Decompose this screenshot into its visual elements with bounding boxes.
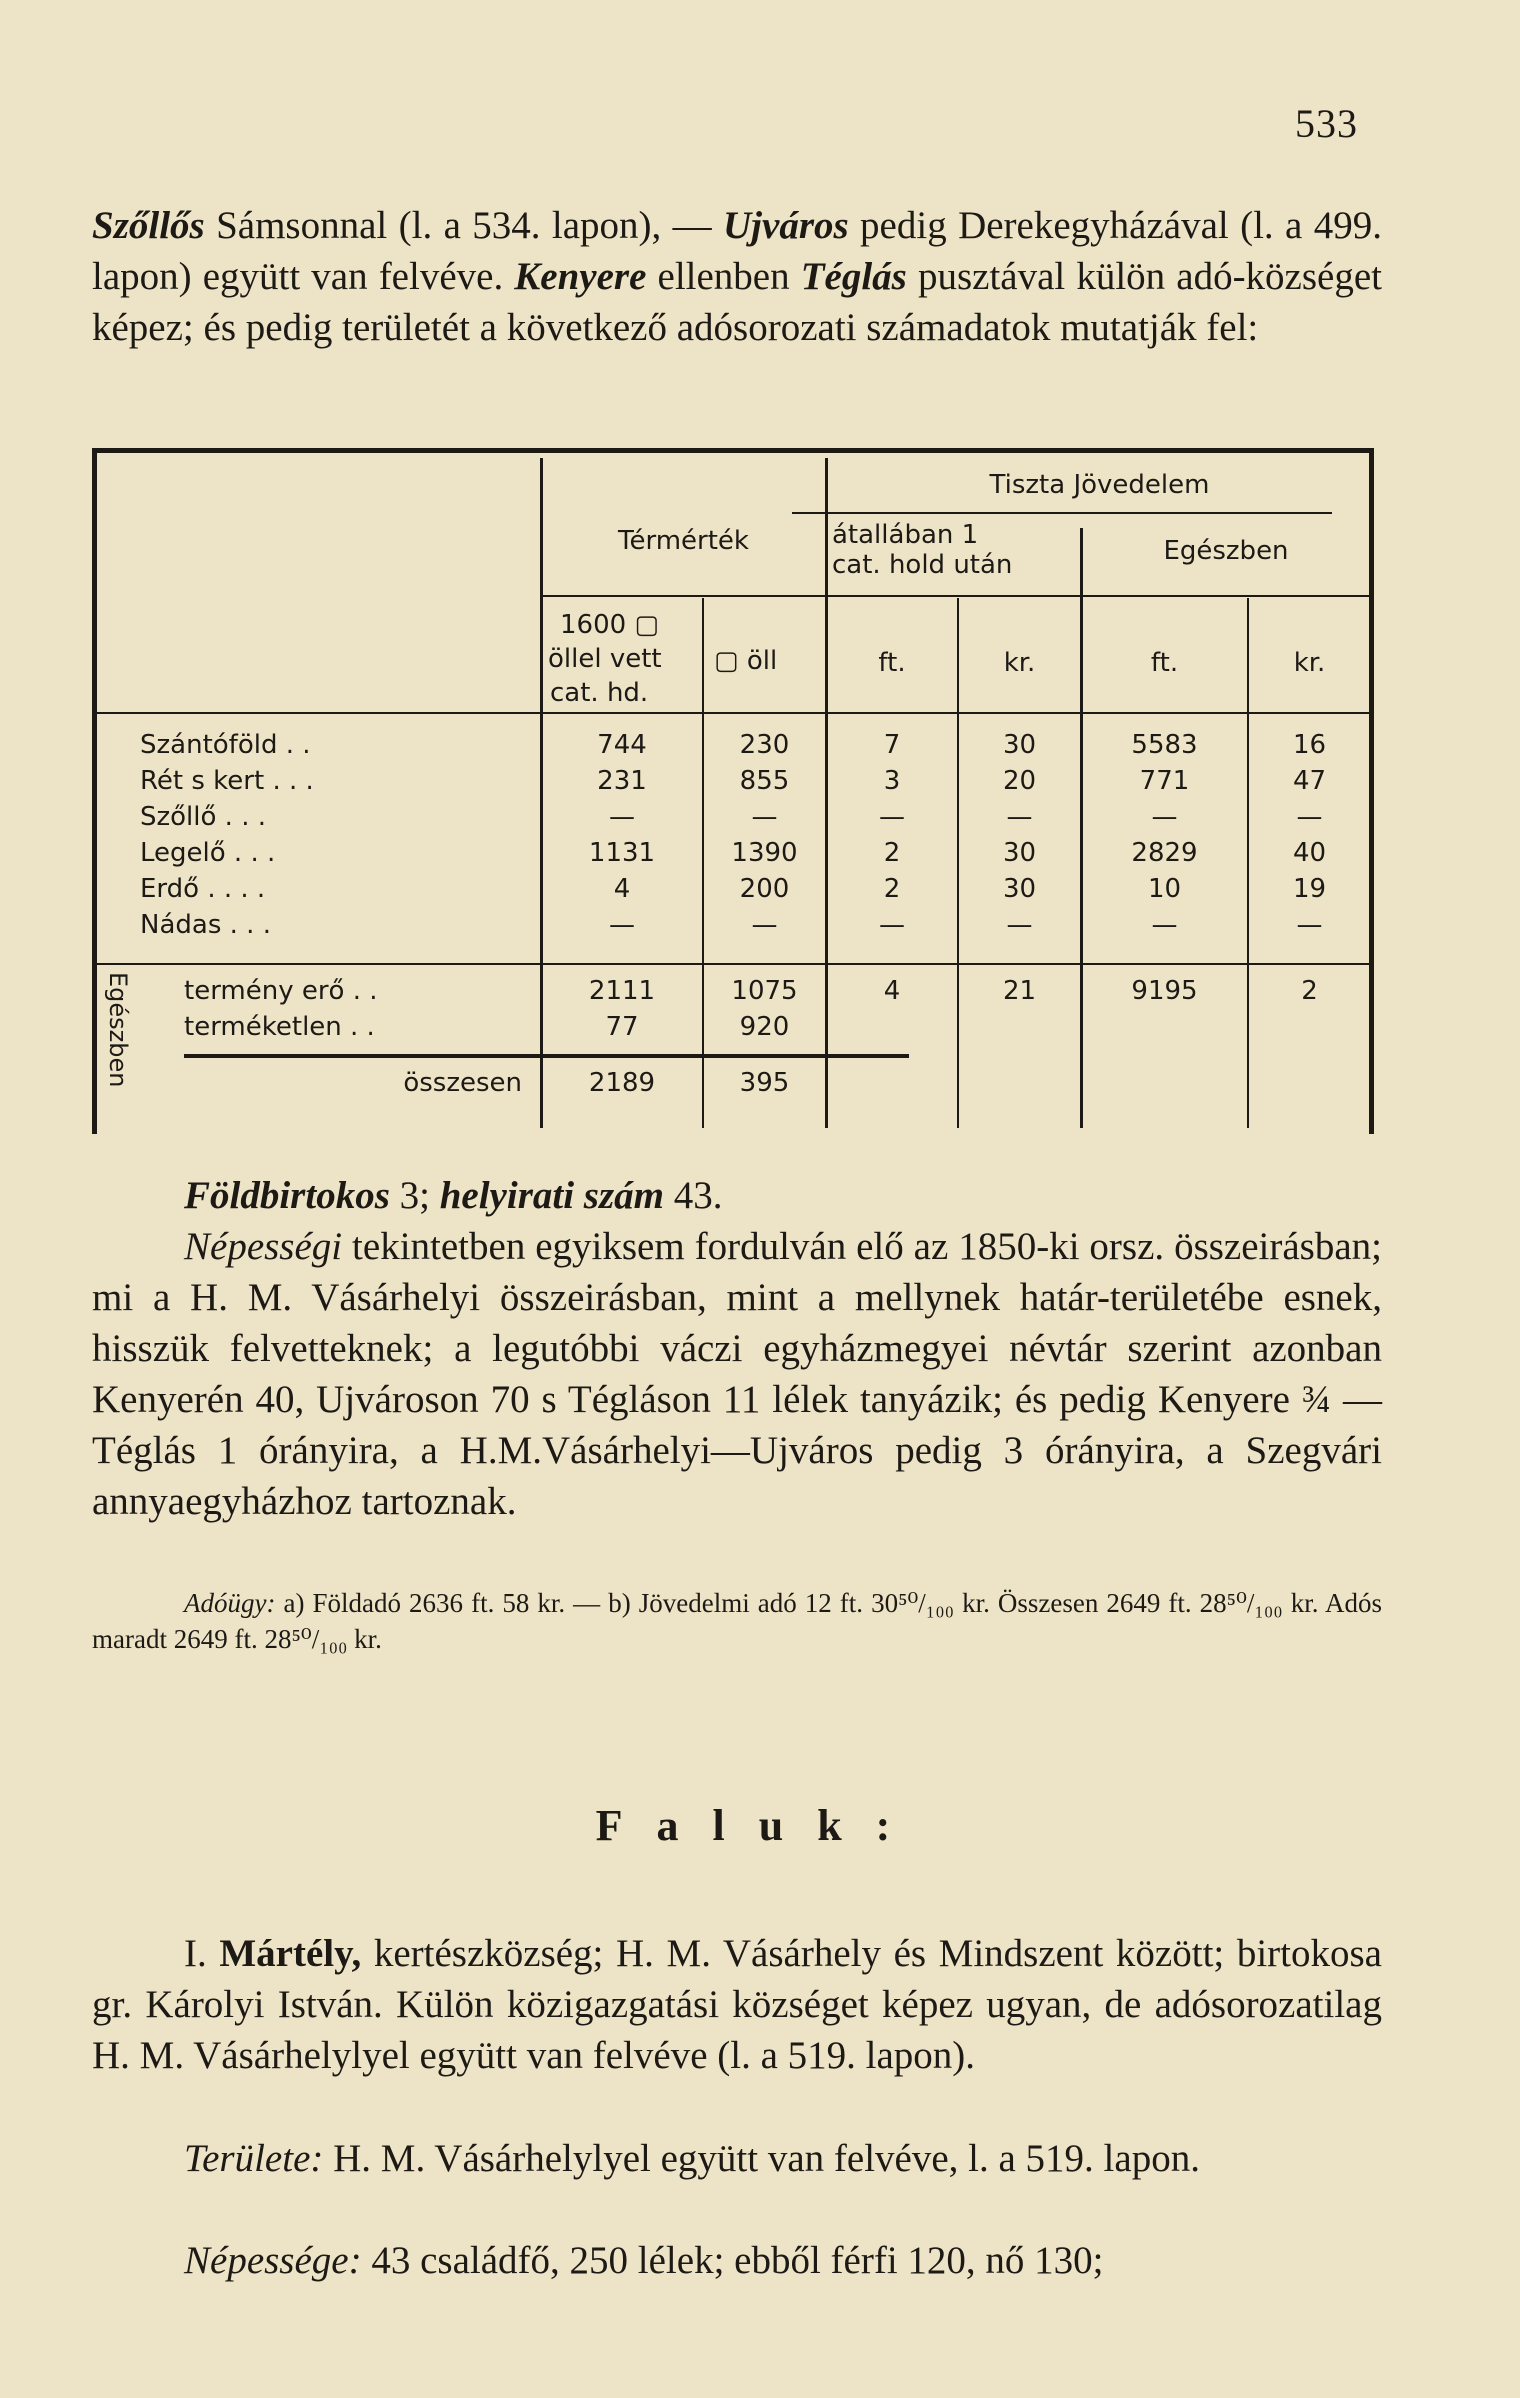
- table-cell: 19: [1292, 874, 1327, 904]
- table-cell: 5583: [1131, 730, 1198, 760]
- table-cell: 744: [597, 730, 647, 760]
- note-adougy: [92, 1585, 1382, 1657]
- label-adougy: Adóügy:: [184, 1588, 276, 1618]
- table-cell: —: [609, 910, 635, 940]
- header-tiszta-jovedelem: Tiszta Jövedelem: [989, 470, 1210, 500]
- table-cell: 47: [1292, 766, 1327, 796]
- table-cell: —: [751, 910, 778, 940]
- header-atallaban: átallában 1: [832, 520, 979, 550]
- intro-text-1: Sámsonnal (l. a 534. lapon), —: [204, 204, 724, 247]
- summary-ft-2: 9195: [1131, 976, 1198, 1006]
- table-cell: 2829: [1131, 838, 1198, 868]
- table-cell: —: [879, 910, 905, 940]
- paragraph-foldbirtokos: [92, 1170, 1382, 1221]
- place-ujvaros: Ujváros: [723, 204, 849, 247]
- summary-ft-1: 4: [883, 976, 901, 1006]
- summary-cell: 920: [739, 1012, 790, 1042]
- table-cell: —: [1296, 802, 1323, 832]
- label-foldbirtokos: Földbirtokos: [184, 1174, 390, 1217]
- intro-paragraph: [92, 200, 1382, 353]
- table-cell: 30: [1002, 838, 1037, 868]
- text-foldbirtokos: 3;: [389, 1174, 440, 1217]
- header-cat-hd: cat. hd.: [550, 678, 649, 708]
- table-cell: 30: [1002, 874, 1037, 904]
- label-nepessege: Népessége:: [184, 2239, 362, 2282]
- table-cell: —: [1151, 910, 1178, 940]
- place-kenyere: Kenyere: [514, 255, 647, 298]
- table-row-label: Rét s kert . . .: [140, 766, 314, 796]
- summary-cell: 1075: [731, 976, 798, 1006]
- text-adougy: a) Földadó 2636 ft. 58 kr. — b) Jövedelmi adó 12 ft. 30⁵⁰/₁₀₀ kr. Összesen 2649 ft. 28⁵⁰/₁₀₀ kr. Adós maradt 2649 ft. 28⁵⁰/₁₀₀ kr.: [92, 1588, 1382, 1654]
- paragraph-nepessege: [92, 2235, 1382, 2286]
- header-cat-hold: cat. hold után: [832, 550, 1013, 580]
- tax-table: [92, 448, 1374, 1134]
- table-cell: 20: [1002, 766, 1037, 796]
- table-cell: 1390: [731, 838, 798, 868]
- total-c2: 395: [739, 1068, 790, 1098]
- header-kr-1: kr.: [1003, 648, 1036, 678]
- total-c1: 2189: [588, 1068, 656, 1098]
- table-cell: —: [751, 802, 778, 832]
- table-row-label: Szőllő . . .: [140, 802, 267, 832]
- table-cell: 16: [1292, 730, 1327, 760]
- village-name: Mártély,: [219, 1932, 362, 1975]
- table-cell: 771: [1139, 766, 1190, 796]
- text-helyirati: 43.: [664, 1174, 723, 1217]
- intro-text-2: pedig Derekegyházával (l. a 499. lapon) együtt van felvéve.: [92, 204, 1382, 298]
- total-label: összesen: [403, 1068, 522, 1098]
- table-cell: —: [609, 802, 635, 832]
- table-cell: 1131: [588, 838, 656, 868]
- side-label-egeszben: Egészben: [104, 972, 132, 1088]
- table-cell: 30: [1002, 730, 1037, 760]
- table-row-label: Nádas . . .: [140, 910, 271, 940]
- summary-kr-2: 2: [1301, 976, 1318, 1006]
- table-cell: 7: [883, 730, 901, 760]
- page-number: 533: [1295, 101, 1358, 146]
- table-row-label: Erdő . . . .: [140, 874, 266, 904]
- table-cell: 4: [613, 874, 631, 904]
- label-terulete: Területe:: [184, 2137, 324, 2180]
- text-nepessegi: tekintetben egyiksem fordulván elő az 1850-ki orsz. összeirásban; mi a H. M. Vásárhelyi összeirásban, mint a mellynek határ-területébe esnek, hisszük felvetteknek; a legutóbbi váczi egyházmegyei névtár szerint azonban Kenyerén 40, Ujvároson 70 s Tégláson 11 lélek tanyázik; és pedig Kenyere ¾ — Téglás 1 órányira, a H.M.Vásárhelyi—Ujváros pedig 3 órányira, a Szegvári annyaegyházhoz tartoznak.: [92, 1225, 1382, 1523]
- heading-faluk: Faluk:: [595, 1801, 925, 1850]
- table-cell: —: [879, 802, 905, 832]
- table-cell: 10: [1147, 874, 1182, 904]
- table-cell: 200: [739, 874, 790, 904]
- header-egeszben: Egészben: [1163, 536, 1289, 566]
- intro-text-4: pusztával külön adó-községet képez; és pedig területét a következő adósorozati számadatok mutatják fel:: [92, 255, 1382, 349]
- village-number: I.: [184, 1932, 220, 1975]
- summary-cell: 2111: [588, 976, 656, 1006]
- table-cell: 2: [883, 874, 901, 904]
- header-oll: ▢ öll: [714, 646, 778, 676]
- paragraph-martely: [92, 1928, 1382, 2081]
- summary-row-label: terméketlen . .: [184, 1012, 375, 1042]
- place-szollos: Szőllős: [92, 204, 205, 247]
- text-nepessege: 43 családfő, 250 lélek; ebből férfi 120, nő 130;: [361, 2239, 1104, 2282]
- table-cell: 40: [1292, 838, 1327, 868]
- paragraph-nepessegi: [92, 1221, 1382, 1527]
- table-cell: 230: [739, 730, 790, 760]
- table-cell: —: [1006, 802, 1033, 832]
- table-row-label: Szántóföld . .: [140, 730, 311, 760]
- header-kr-2: kr.: [1293, 648, 1326, 678]
- table-cell: —: [1151, 802, 1178, 832]
- table-cell: 3: [883, 766, 901, 796]
- summary-cell: 77: [605, 1012, 639, 1042]
- header-1600: 1600 ▢: [560, 610, 659, 640]
- header-termertek: Térmérték: [618, 526, 749, 556]
- table-cell: —: [1006, 910, 1033, 940]
- place-teglas: Téglás: [800, 255, 907, 298]
- label-helyirati: helyirati szám: [439, 1174, 664, 1217]
- intro-text-3: ellenben: [646, 255, 801, 298]
- summary-kr-1: 21: [1002, 976, 1037, 1006]
- table-cell: 231: [597, 766, 647, 796]
- village-text: kertészközség; H. M. Vásárhely és Mindszent között; birtokosa gr. Károlyi István. Külön közigazgatási községet képez ugyan, de adósorozatilag H. M. Vásárhelylyel együtt van felvéve (l. a 519. lapon).: [92, 1932, 1382, 2077]
- table-cell: 855: [739, 766, 790, 796]
- label-nepessegi: Népességi: [184, 1225, 343, 1268]
- table-row-label: Legelő . . .: [140, 838, 276, 868]
- text-terulete: H. M. Vásárhelylyel együtt van felvéve, l. a 519. lapon.: [323, 2137, 1200, 2180]
- summary-row-label: termény erő . .: [184, 976, 378, 1006]
- paragraph-terulete: [92, 2133, 1382, 2184]
- header-ollel-vett: öllel vett: [548, 644, 662, 674]
- header-ft-2: ft.: [1150, 648, 1179, 678]
- header-ft-1: ft.: [878, 648, 906, 678]
- table-cell: 2: [883, 838, 901, 868]
- table-cell: —: [1296, 910, 1323, 940]
